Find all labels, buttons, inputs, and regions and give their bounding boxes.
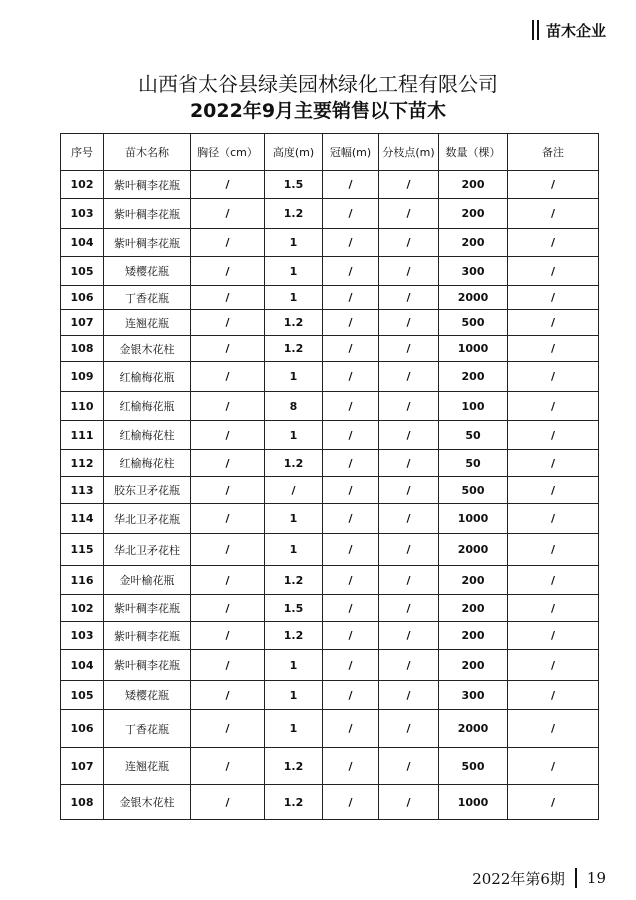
seedling-name-cell: 矮樱花瓶	[104, 681, 191, 710]
table-row	[61, 171, 599, 199]
table-cell: 300	[439, 257, 508, 286]
table-cell: 200	[439, 622, 508, 650]
table-cell: 500	[439, 477, 508, 504]
column-header: 冠幅(m)	[323, 134, 379, 171]
table-cell: /	[323, 229, 379, 257]
table-cell: /	[191, 257, 265, 286]
table-cell: /	[191, 622, 265, 650]
table-cell: 102	[61, 595, 104, 622]
table-row	[61, 257, 599, 286]
table-cell: /	[191, 362, 265, 392]
table-cell: 2000	[439, 286, 508, 310]
table-cell: 115	[61, 534, 104, 566]
table-row	[61, 681, 599, 710]
table-cell: /	[379, 622, 439, 650]
table-cell: /	[191, 310, 265, 336]
table-cell: 200	[439, 362, 508, 392]
table-cell: /	[323, 748, 379, 785]
table-cell: /	[323, 392, 379, 421]
company-title: 山西省太谷县绿美园林绿化工程有限公司	[138, 72, 498, 96]
table-cell: /	[508, 392, 599, 421]
table-header-row	[61, 134, 599, 171]
footer-divider	[575, 868, 577, 888]
table-cell: /	[508, 534, 599, 566]
table-cell: /	[323, 171, 379, 199]
table-cell: 1	[265, 504, 323, 534]
table-cell: /	[508, 257, 599, 286]
table-row	[61, 566, 599, 595]
page-number: 19	[586, 869, 606, 887]
table-cell: 1.2	[265, 336, 323, 362]
table-cell: 103	[61, 622, 104, 650]
table-row	[61, 199, 599, 229]
table-cell: /	[191, 681, 265, 710]
seedling-name-cell: 华北卫矛花柱	[104, 534, 191, 566]
table-cell: /	[191, 534, 265, 566]
table-cell: 200	[439, 229, 508, 257]
table-cell: /	[323, 257, 379, 286]
table-cell: 104	[61, 650, 104, 681]
seedling-name-cell: 红榆梅花柱	[104, 421, 191, 450]
section-label: 苗木企业	[545, 21, 606, 40]
table-cell: 105	[61, 681, 104, 710]
table-cell: /	[323, 504, 379, 534]
table-cell: 2000	[439, 710, 508, 748]
table-cell: /	[323, 477, 379, 504]
table-cell: 200	[439, 595, 508, 622]
table-cell: /	[323, 286, 379, 310]
table-cell: /	[191, 785, 265, 820]
table-row	[61, 504, 599, 534]
table-cell: /	[379, 477, 439, 504]
table-cell: 104	[61, 229, 104, 257]
table-cell: /	[323, 650, 379, 681]
table-cell: /	[323, 710, 379, 748]
table-cell: /	[379, 681, 439, 710]
table-cell: /	[508, 622, 599, 650]
table-cell: 107	[61, 748, 104, 785]
table-cell: /	[323, 336, 379, 362]
table-cell: 1.2	[265, 566, 323, 595]
seedling-name-cell: 紫叶稠李花瓶	[104, 595, 191, 622]
table-row	[61, 392, 599, 421]
table-row	[61, 421, 599, 450]
table-cell: /	[508, 504, 599, 534]
seedling-name-cell: 丁香花瓶	[104, 286, 191, 310]
table-cell: 105	[61, 257, 104, 286]
table-cell: /	[323, 534, 379, 566]
seedling-name-cell: 红榆梅花柱	[104, 450, 191, 477]
table-cell: /	[508, 336, 599, 362]
table-cell: 50	[439, 450, 508, 477]
table-cell: /	[191, 504, 265, 534]
table-row	[61, 450, 599, 477]
table-cell: 8	[265, 392, 323, 421]
table-cell: 200	[439, 171, 508, 199]
table-cell: 2000	[439, 534, 508, 566]
table-row	[61, 310, 599, 336]
table-row	[61, 229, 599, 257]
table-cell: /	[508, 362, 599, 392]
table-cell: /	[508, 199, 599, 229]
table-cell: /	[379, 748, 439, 785]
seedling-name-cell: 紫叶稠李花瓶	[104, 171, 191, 199]
table-cell: /	[379, 785, 439, 820]
table-cell: /	[508, 785, 599, 820]
table-cell: /	[379, 566, 439, 595]
table-cell: /	[191, 477, 265, 504]
column-header: 苗木名称	[104, 134, 191, 171]
table-cell: 200	[439, 566, 508, 595]
table-cell: /	[323, 681, 379, 710]
table-cell: /	[191, 710, 265, 748]
table-cell: 1	[265, 286, 323, 310]
table-cell: 106	[61, 286, 104, 310]
table-cell: 102	[61, 171, 104, 199]
table-cell: /	[508, 229, 599, 257]
table-row	[61, 710, 599, 748]
table-cell: /	[379, 504, 439, 534]
table-cell: /	[379, 534, 439, 566]
table-cell: /	[508, 310, 599, 336]
table-cell: 1.2	[265, 199, 323, 229]
table-cell: /	[508, 477, 599, 504]
table-cell: 1000	[439, 336, 508, 362]
table-row	[61, 595, 599, 622]
table-cell: 1	[265, 421, 323, 450]
table-cell: /	[191, 566, 265, 595]
table-row	[61, 362, 599, 392]
table-cell: /	[508, 650, 599, 681]
seedling-name-cell: 金叶榆花瓶	[104, 566, 191, 595]
table-cell: /	[191, 392, 265, 421]
seedling-name-cell: 红榆梅花瓶	[104, 362, 191, 392]
column-header: 胸径（cm）	[191, 134, 265, 171]
column-header: 分枝点(m)	[379, 134, 439, 171]
table-cell: 1.2	[265, 450, 323, 477]
table-cell: 1.2	[265, 785, 323, 820]
table-row	[61, 534, 599, 566]
table-cell: /	[379, 392, 439, 421]
table-cell: 200	[439, 650, 508, 681]
table-cell: /	[379, 450, 439, 477]
seedling-table	[60, 133, 599, 820]
table-cell: /	[191, 595, 265, 622]
double-bar-icon	[532, 20, 539, 40]
table-cell: 300	[439, 681, 508, 710]
table-cell: 1	[265, 650, 323, 681]
table-cell: 106	[61, 710, 104, 748]
table-row	[61, 650, 599, 681]
table-cell: /	[323, 785, 379, 820]
table-cell: 100	[439, 392, 508, 421]
table-cell: /	[379, 286, 439, 310]
table-cell: 110	[61, 392, 104, 421]
table-cell: 109	[61, 362, 104, 392]
table-cell: 1.2	[265, 622, 323, 650]
table-cell: /	[379, 229, 439, 257]
seedling-name-cell: 金银木花柱	[104, 785, 191, 820]
table-cell: 1.2	[265, 748, 323, 785]
table-cell: 1.2	[265, 310, 323, 336]
seedling-name-cell: 红榆梅花瓶	[104, 392, 191, 421]
table-cell: 114	[61, 504, 104, 534]
table-cell: /	[508, 450, 599, 477]
page-footer	[472, 866, 606, 890]
table-row	[61, 477, 599, 504]
table-cell: /	[191, 171, 265, 199]
table-row	[61, 748, 599, 785]
table-cell: 113	[61, 477, 104, 504]
table-row	[61, 336, 599, 362]
table-cell: /	[323, 595, 379, 622]
table-cell: 500	[439, 748, 508, 785]
table-cell: /	[323, 310, 379, 336]
table-cell: /	[508, 171, 599, 199]
table-cell: /	[379, 421, 439, 450]
table-cell: /	[191, 286, 265, 310]
column-header: 高度(m)	[265, 134, 323, 171]
table-cell: /	[265, 477, 323, 504]
table-cell: 1	[265, 710, 323, 748]
table-cell: 200	[439, 199, 508, 229]
issue-label: 2022年第6期	[472, 869, 565, 888]
table-cell: 107	[61, 310, 104, 336]
table-cell: /	[379, 199, 439, 229]
table-cell: /	[379, 310, 439, 336]
table-cell: /	[508, 595, 599, 622]
table-cell: /	[191, 748, 265, 785]
table-cell: /	[379, 171, 439, 199]
table-cell: 1	[265, 534, 323, 566]
table-cell: 108	[61, 336, 104, 362]
table-cell: /	[191, 199, 265, 229]
table-cell: /	[379, 336, 439, 362]
table-cell: 1	[265, 681, 323, 710]
table-cell: /	[379, 650, 439, 681]
table-cell: /	[379, 257, 439, 286]
seedling-name-cell: 紫叶稠李花瓶	[104, 622, 191, 650]
seedling-name-cell: 矮樱花瓶	[104, 257, 191, 286]
table-cell: /	[508, 566, 599, 595]
table-cell: 108	[61, 785, 104, 820]
seedling-name-cell: 紫叶稠李花瓶	[104, 199, 191, 229]
column-header: 备注	[508, 134, 599, 171]
table-cell: /	[191, 421, 265, 450]
table-cell: /	[379, 362, 439, 392]
table-cell: /	[323, 199, 379, 229]
table-cell: /	[323, 450, 379, 477]
table-cell: /	[191, 229, 265, 257]
table-cell: 103	[61, 199, 104, 229]
table-cell: 111	[61, 421, 104, 450]
table-row	[61, 785, 599, 820]
table-cell: 1.5	[265, 171, 323, 199]
seedling-name-cell: 金银木花柱	[104, 336, 191, 362]
seedling-name-cell: 连翘花瓶	[104, 310, 191, 336]
seedling-name-cell: 紫叶稠李花瓶	[104, 229, 191, 257]
seedling-name-cell: 紫叶稠李花瓶	[104, 650, 191, 681]
table-cell: /	[191, 336, 265, 362]
seedling-name-cell: 华北卫矛花瓶	[104, 504, 191, 534]
table-row	[61, 622, 599, 650]
table-cell: 1	[265, 257, 323, 286]
table-cell: 116	[61, 566, 104, 595]
table-cell: 112	[61, 450, 104, 477]
seedling-name-cell: 连翘花瓶	[104, 748, 191, 785]
column-header: 数量（棵）	[439, 134, 508, 171]
table-cell: /	[508, 286, 599, 310]
table-cell: /	[191, 650, 265, 681]
table-cell: 50	[439, 421, 508, 450]
table-cell: /	[323, 362, 379, 392]
sales-subtitle: 2022年9月主要销售以下苗木	[189, 100, 447, 122]
table-row	[61, 286, 599, 310]
seedling-name-cell: 丁香花瓶	[104, 710, 191, 748]
column-header: 序号	[61, 134, 104, 171]
section-tag	[532, 18, 606, 42]
table-cell: /	[323, 421, 379, 450]
table-cell: /	[508, 421, 599, 450]
table-cell: /	[323, 566, 379, 595]
table-cell: /	[508, 710, 599, 748]
table-cell: 1	[265, 229, 323, 257]
table-cell: /	[191, 450, 265, 477]
table-cell: 500	[439, 310, 508, 336]
table-cell: 1.5	[265, 595, 323, 622]
seedling-name-cell: 胶东卫矛花瓶	[104, 477, 191, 504]
table-cell: 1000	[439, 785, 508, 820]
table-cell: /	[323, 622, 379, 650]
table-cell: 1000	[439, 504, 508, 534]
table-cell: 1	[265, 362, 323, 392]
table-cell: /	[379, 595, 439, 622]
table-cell: /	[379, 710, 439, 748]
table-cell: /	[508, 681, 599, 710]
table-cell: /	[508, 748, 599, 785]
